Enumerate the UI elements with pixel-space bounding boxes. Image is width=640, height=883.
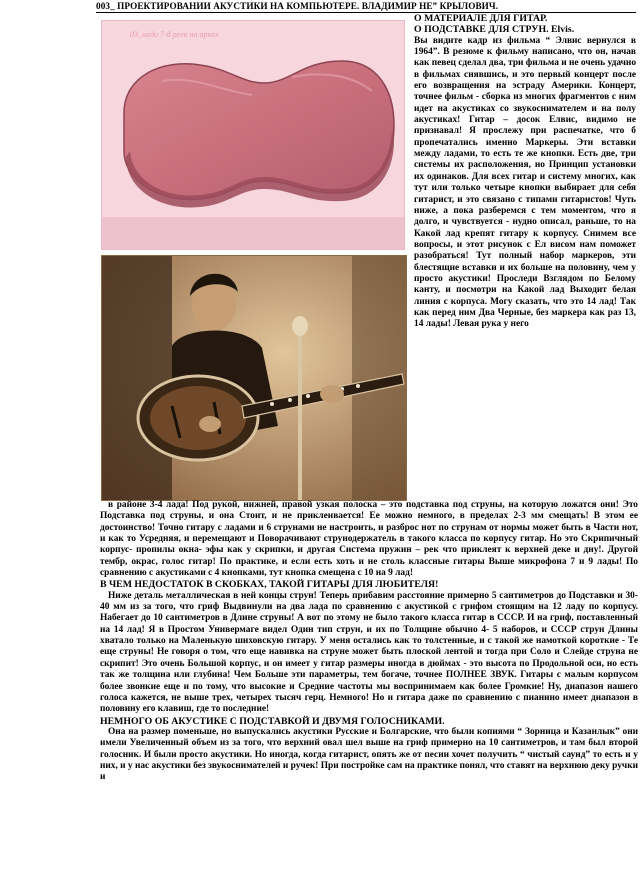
page-header (96, 1, 636, 13)
paragraph-strings: Ниже деталь металлическая в ней концы струн! Теперь прибавим расстояние примерно 5 сантиметров до Подставки и 30- 40 мм из за того, что гриф Выдвинули на два лада по сравнению с акустикой с грифом стоящим на 12 ладу по корпусу. Набегает до 10 сантиметров в Длине струны! А вот по этому не было такого класса гитар в СССР. И на гриф, поставленный на 14 лад! Я в Простом Универмаге видел Один тип струн, и их по Толщине обычно 4- 5 наборов, и СССР струн Длины хватало только на Маленькую шиховскую гитару. У меня остались как то толстенные, и с такой же намоткой короткие - Те еще струны! Не говоря о том, что еще навивка на струне может быть плоской лентой и тогда при Соло и Слейде струна не скрипит! Это очень Большой корпус, и он имеет у гитар размеры иногда в дюймах - это высота по Продольной оси, но есть так же толщина или глубина! Чем Больше эти параметры, тем богаче, точнее ПОЛНЕЕ ЗВУК. Гитары с малым корпусом более звонкие еще и по тому, что высокие и Средние частоты мы воспринимаем как более Громкие! Ну, диапазон нашего голоса кажется, не выше трех, четырех тысяч герц. Немного! Но и гитара даже по сравнению с пианино имеет диапазон в половину его клавиш, где то последние! (100, 590, 638, 715)
photo-caption: 03_надо 7-8 реек на арках (130, 30, 219, 39)
guitar-body-photo (101, 20, 405, 250)
header-title: 003_ ПРОЕКТИРОВАНИИ АКУСТИКИ НА КОМПЬЮТЕРЕ. ВЛАДИМИР НЕ” КРЫЛОВИЧ. (96, 1, 499, 11)
right-column (414, 13, 636, 331)
paragraph-bridge: в районе 3-4 лада! Под рукой, нижней, правой узкая полоска – это подставка под струны, на которую ложатся они! Это Подставка под струны, и она Стоит, и не приклеивается! Ее можно немного, в пределах 2-3 мм смещать! В этом ее достоинство! Точно гитару с ладами и 6 струнами не настроить, и разброс нот по струнам от нормы может быть в Части нот, и как то Усредняя, и перемещают и Поворачивают струнодержатель в такого класса по корпусу гитар. Но это Скрипичный корпус- пропилы окна- эфы как у скрипки, и другая Система пружин – рек что приклеят к верхней деке и дну!. Другой тембр, окрас, голос гитар! По практике, и если есть хоть и не столь классные гитары Выше микрофона 7 и 9 лады! По сравнению с акустиками с 4 кнопками, тут кнопка смещена с 10 на 9 лад! (100, 500, 638, 579)
heading-two-soundholes: НЕМНОГО ОБ АКУСТИКЕ С ПОДСТАВКОЙ И ДВУМЯ ГОЛОСНИКАМИ. (100, 715, 445, 727)
heading-disadvantage: В ЧЕМ НЕДОСТАТОК В СКОБКАХ, ТАКОЙ ГИТАРЫ ДЛЯ ЛЮБИТЕЛЯ! (100, 579, 439, 591)
paragraph-acoustics: Она на размер поменьше, но выпускались акустики Русские и Болгарские, что были копиями “ Зорница и Казанлык” они имели Увеличенный объем из за того, что верхний овал шел выше на гриф примерно на 10 сантиметров, и там был второй голосник. И были просто акустики. Но иногда, когда гитарист, опять же от песни хочет получить “ чистый саунд” то есть и у них, и у нас акустики без звукоснимателей и ручек! При постройке сам на практике понял, что ставят на верхнюю деку ручки и (100, 726, 638, 783)
heading-material: О МАТЕРИАЛЕ ДЛЯ ГИТАР. (414, 13, 548, 24)
guitarist-illustration (102, 256, 406, 500)
guitar-body-illustration (102, 21, 404, 249)
main-text (100, 500, 638, 784)
right-column-text: Вы видите кадр из фильма “ Элвис вернулся в 1964”. В резюме к фильму написано, что он, начав как певец сделал два, три фильма и не очень удачно в фильмах снявшись, и это первый концерт после его возвращения на эстраду Америки. Концерт, точнее фильм - сборка из многих фрагментов с ним идет на акустиках со звукоснимателем и на полу акустиках! Гитар – досок Елвис, видимо не признавал! Я прослежу при распечатке, что б пропечатались именно Маркеры. Эти вставки между ладами, то есть те же кнопки. Есть две, три системы их расположения, но Принцип установки их одинаков. Для всех гитар и систему многих, как тут или только четыре кнопки выбирает для себя гитарист, и это связано с типами гитаристов! Чуть ниже, а пока разберемся с тем моментом, что я долго, и чувствуется - нудно описал, раньше, то на Какой лад крепят гитару к корпусу. Снимем все вопросы, и этот рисунок с Ел висом нам поможет разобраться! Тут полный набор маркеров, эти блестящие вставки и их больше на половину, чем у просто акустики! Проследи Взглядом по Белому канту, и посмотри на Какой лад Выходит белая линия с корпуса. Могу сказать, что это 14 лад! Так как перед ним Два Черные, без маркера как раз 13, 14 лады! Левая рука у него (414, 35, 637, 330)
heading-bridge: О ПОДСТАВКЕ ДЛЯ СТРУН. Elvis. (414, 24, 575, 36)
elvis-guitar-photo (101, 255, 407, 501)
